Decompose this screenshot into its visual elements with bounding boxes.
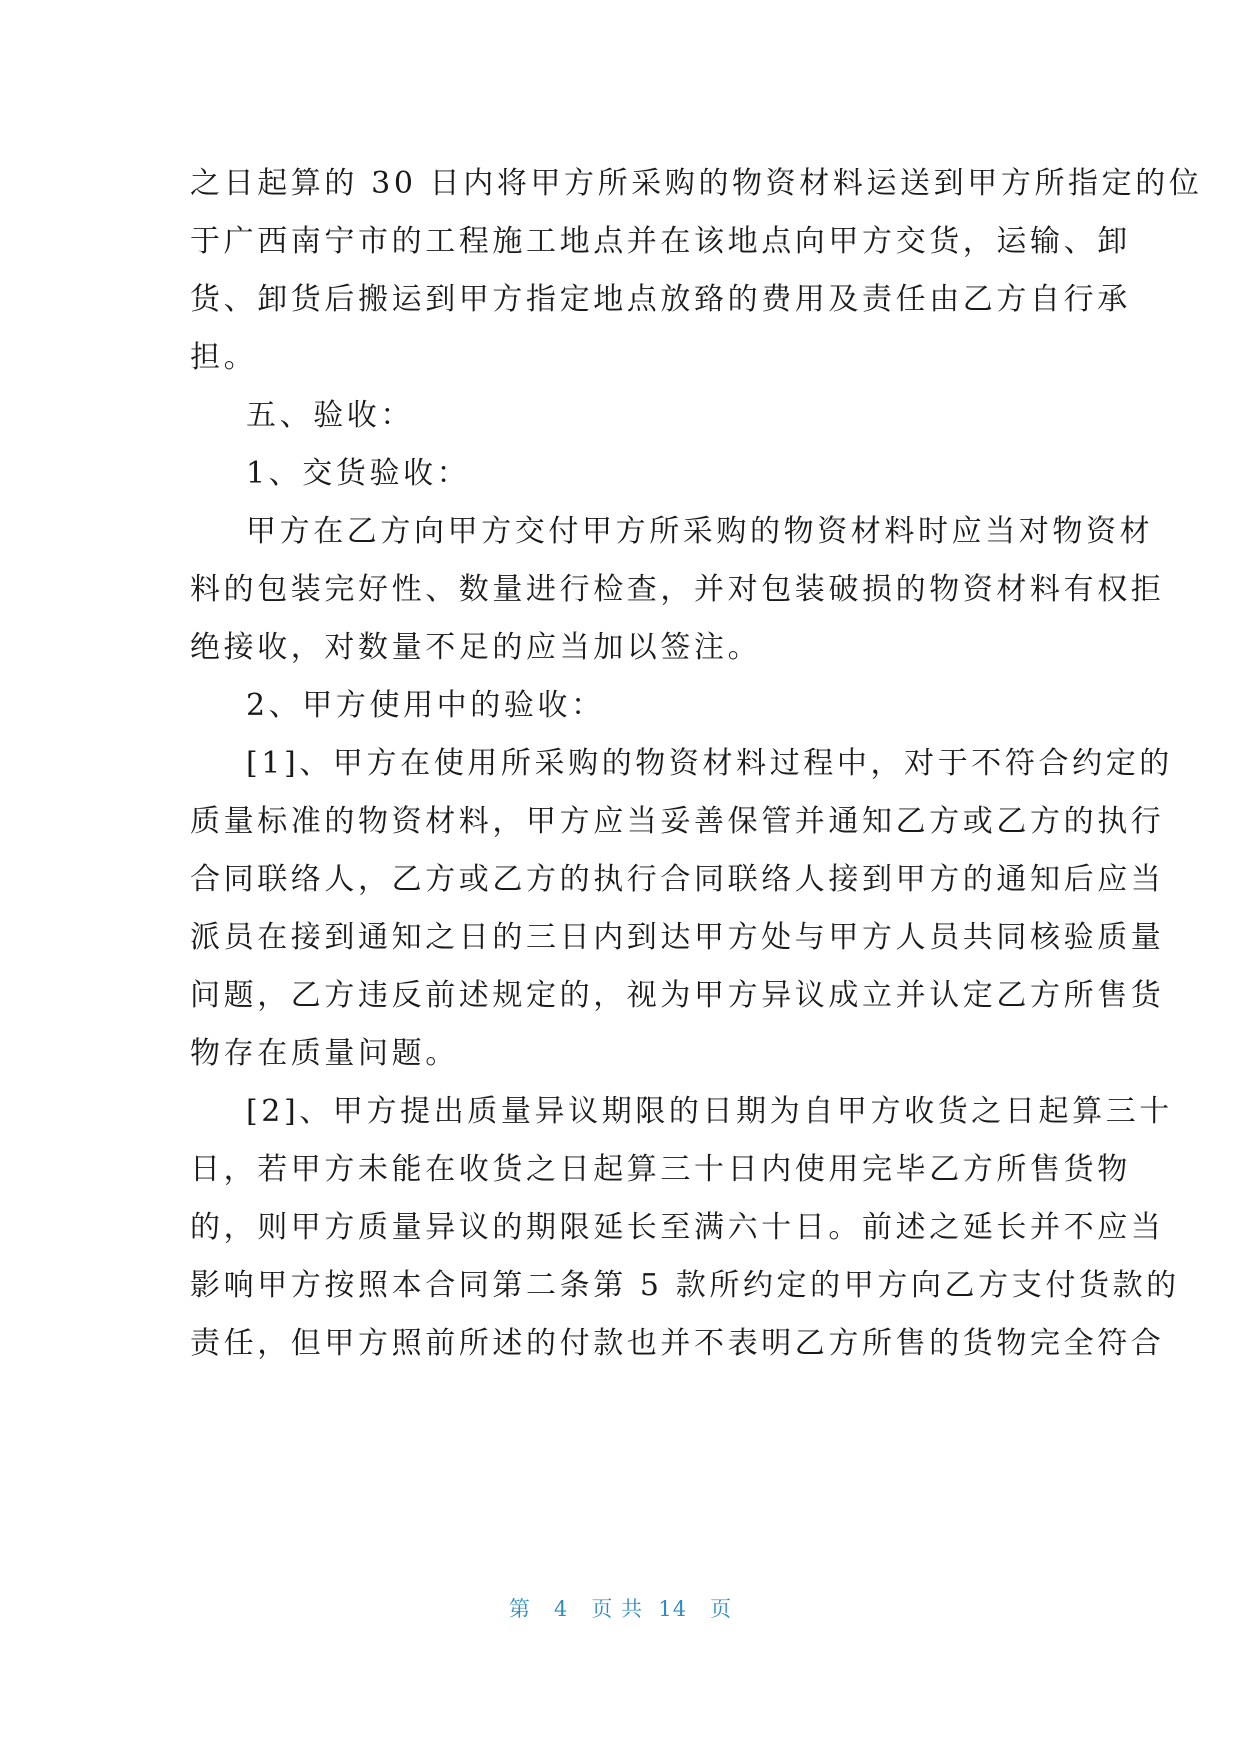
text-line: 物存在质量问题。: [190, 1036, 459, 1071]
text-line: 担。: [190, 340, 258, 375]
text-line: 绝接收，对数量不足的应当加以签注。: [190, 630, 762, 665]
text-line: 责任，但甲方照前所述的付款也并不表明乙方所售的货物完全符合: [190, 1326, 1165, 1361]
text-line: 料的包装完好性、数量进行检查，并对包装破损的物资材料有权拒: [190, 572, 1165, 607]
text-line: [2]、甲方提出质量异议期限的日期为自甲方收货之日起算三十: [246, 1094, 1173, 1129]
page-suffix: 页: [710, 1597, 733, 1621]
page-mid: 页 共: [591, 1597, 643, 1621]
text-line: 日，若甲方未能在收货之日起算三十日内使用完毕乙方所售货物: [190, 1152, 1131, 1187]
subsection-heading: 2、甲方使用中的验收：: [246, 688, 605, 723]
page-prefix: 第: [508, 1597, 531, 1621]
text-line: 货、卸货后搬运到甲方指定地点放臵的费用及责任由乙方自行承: [190, 282, 1131, 317]
text-line: 派员在接到通知之日的三日内到达甲方处与甲方人员共同核验质量: [190, 920, 1165, 955]
text-line: 影响甲方按照本合同第二条第 5 款所约定的甲方向乙方支付货款的: [190, 1268, 1180, 1303]
text-line: [1]、甲方在使用所采购的物资材料过程中，对于不符合约定的: [246, 746, 1173, 781]
page-total: 14: [658, 1597, 688, 1621]
section-heading: 五、验收：: [246, 398, 414, 433]
page-current: 4: [553, 1597, 569, 1621]
subsection-heading: 1、交货验收：: [246, 456, 471, 491]
text-line: 于广西南宁市的工程施工地点并在该地点向甲方交货，运输、卸: [190, 224, 1131, 259]
text-line: 的，则甲方质量异议的期限延长至满六十日。前述之延长并不应当: [190, 1210, 1165, 1245]
text-line: 甲方在乙方向甲方交付甲方所采购的物资材料时应当对物资材: [246, 514, 1154, 549]
text-line: 之日起算的 30 日内将甲方所采购的物资材料运送到甲方所指定的位: [190, 166, 1203, 201]
text-line: 质量标准的物资材料，甲方应当妥善保管并通知乙方或乙方的执行: [190, 804, 1165, 839]
text-line: 问题，乙方违反前述规定的，视为甲方异议成立并认定乙方所售货: [190, 978, 1165, 1013]
text-line: 合同联络人，乙方或乙方的执行合同联络人接到甲方的通知后应当: [190, 862, 1165, 897]
page-number-footer: [0, 1593, 1241, 1623]
